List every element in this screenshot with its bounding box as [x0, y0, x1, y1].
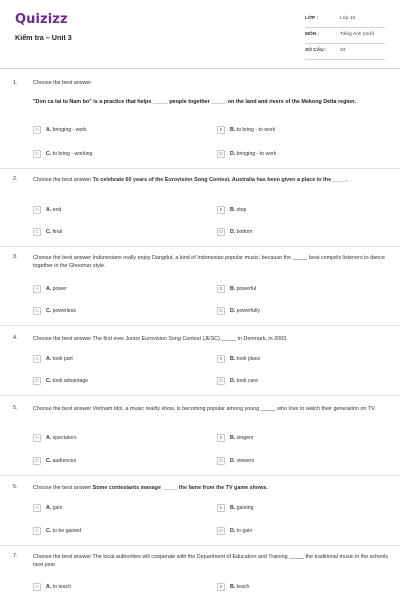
option-value: powerless	[52, 308, 76, 314]
option-label: B.	[230, 584, 236, 590]
header-divider	[0, 68, 400, 69]
meta-subject-key: MÔN :	[305, 32, 320, 37]
question-divider	[0, 475, 400, 476]
option-label: C.	[46, 528, 52, 534]
option-text	[46, 308, 76, 314]
question-number: 7.	[13, 553, 18, 559]
option-letter-box: B	[217, 355, 225, 363]
option-value: powerfully	[236, 308, 260, 314]
option-text	[46, 584, 71, 590]
option-letter-box: C	[33, 307, 41, 315]
question-divider	[0, 246, 400, 247]
option-letter-box: A	[33, 583, 41, 591]
option-value: end	[52, 207, 62, 213]
question-body: To celebrate 60 years of the Eurovision Song Contest, Australia has been given a place in the_____.	[92, 177, 348, 183]
meta-subject-value: Tiếng Anh (mới)	[340, 32, 375, 37]
option-label: A.	[46, 127, 52, 133]
option-text	[46, 505, 62, 511]
option-letter-box: D	[217, 307, 225, 315]
quizizz-logo: Quizizz	[15, 12, 68, 27]
option-label: A.	[46, 435, 52, 441]
option-label: A.	[46, 356, 52, 362]
option-value: singers	[236, 435, 254, 441]
option-label: A.	[46, 286, 52, 292]
option-text	[230, 505, 253, 511]
option-letter-box: A	[33, 355, 41, 363]
option-letter-box: B	[217, 583, 225, 591]
option-letter-box: A	[33, 504, 41, 512]
option-value: gaining	[236, 505, 254, 511]
option-value: stop	[236, 207, 247, 213]
option-value: spectators	[52, 435, 77, 441]
option-text	[230, 286, 256, 292]
option-value: took advantage	[52, 378, 89, 384]
option-label: C.	[46, 308, 52, 314]
question-text: Choose the best answer Vietnam Idol, a music reality show, is becoming popular among young _____ who love to watch their generation on TV.	[33, 406, 376, 412]
worksheet-title: Kiểm tra – Unit 3	[15, 33, 72, 42]
option-letter-box: A	[33, 126, 41, 134]
option-text	[230, 435, 253, 441]
meta-class-value: Lớp 10	[340, 16, 356, 21]
option-label: A.	[46, 207, 52, 213]
meta-count-value: 33	[340, 48, 346, 53]
option-label: D.	[230, 528, 236, 534]
option-text	[230, 584, 249, 590]
option-value: teach	[236, 584, 250, 590]
option-letter-box: D	[217, 150, 225, 158]
option-value: audiences	[52, 458, 77, 464]
worksheet-header	[0, 0, 400, 72]
option-label: B.	[230, 356, 236, 362]
option-value: power	[52, 286, 67, 292]
option-letter-box: B	[217, 126, 225, 134]
option-value: to teach	[52, 584, 72, 590]
option-letter-box: D	[217, 377, 225, 385]
question-text: Choose the best answer Indonesians really enjoy Dangdut, a kind of Indonesian popular music, because the _____ beat compels listeners to dance together in the Ghoomar style.	[33, 255, 385, 269]
option-letter-box: D	[217, 527, 225, 535]
option-letter-box: B	[217, 434, 225, 442]
option-text	[230, 151, 276, 157]
option-label: D.	[230, 378, 236, 384]
option-letter-box: C	[33, 527, 41, 535]
question-text: Choose the best answer The first ever Junior Eurovision Song Contest (JESC) _____ in Denmark, in 2003.	[33, 336, 288, 342]
option-letter-box: C	[33, 228, 41, 236]
option-value: took part	[52, 356, 73, 362]
option-label: A.	[46, 505, 52, 511]
question-number: 3.	[13, 254, 18, 260]
option-value: powerful	[236, 286, 257, 292]
meta-class-key: LỚP :	[305, 16, 319, 21]
option-text	[230, 528, 252, 534]
option-value: bottom	[236, 229, 253, 235]
option-value: bringing - work	[52, 127, 87, 133]
option-letter-box: B	[217, 504, 225, 512]
question-prompt: Choose the best answer	[33, 80, 92, 86]
option-label: C.	[46, 229, 52, 235]
option-value: final	[52, 229, 63, 235]
option-text	[46, 127, 87, 133]
question-prompt: Choose the best answer	[33, 177, 92, 183]
option-text	[230, 356, 260, 362]
meta-count-key: SỐ CÂU :	[305, 48, 327, 53]
option-value: took place	[236, 356, 261, 362]
option-value: to bring - working	[52, 151, 93, 157]
worksheet-meta	[305, 12, 385, 60]
option-label: B.	[230, 435, 236, 441]
option-value: to be gained	[52, 528, 82, 534]
meta-count-row	[305, 44, 385, 60]
option-value: gain	[52, 505, 63, 511]
option-label: D.	[230, 308, 236, 314]
option-letter-box: D	[217, 228, 225, 236]
option-letter-box: A	[33, 434, 41, 442]
option-text	[46, 528, 81, 534]
option-letter-box: C	[33, 457, 41, 465]
option-label: D.	[230, 151, 236, 157]
option-text	[46, 229, 62, 235]
option-label: C.	[46, 378, 52, 384]
option-letter-box: D	[217, 457, 225, 465]
option-text	[46, 435, 77, 441]
option-label: C.	[46, 151, 52, 157]
option-letter-box: C	[33, 377, 41, 385]
option-value: viewers	[236, 458, 255, 464]
option-text	[230, 127, 275, 133]
question-divider	[0, 325, 400, 326]
option-label: A.	[46, 584, 52, 590]
question-text: "Don ca tai tu Nam bo" is a practice that helps _____ people together _____ on the land and rivers of the Mekong Delta region.	[33, 99, 356, 105]
option-label: B.	[230, 207, 236, 213]
option-label: B.	[230, 286, 236, 292]
question-divider	[0, 395, 400, 396]
question-number: 4.	[13, 335, 18, 341]
option-text	[46, 207, 61, 213]
option-value: bringing - to work	[236, 151, 277, 157]
option-text	[46, 286, 67, 292]
question-text: Choose the best answer The local authorities will cooperate with the Department of Education and Training _____ the traditional music in the schools next year.	[33, 554, 388, 568]
option-label: C.	[46, 458, 52, 464]
option-letter-box: B	[217, 285, 225, 293]
question-number: 5.	[13, 405, 18, 411]
option-label: B.	[230, 127, 236, 133]
option-label: B.	[230, 505, 236, 511]
question-divider	[0, 168, 400, 169]
option-label: D.	[230, 229, 236, 235]
option-letter-box: B	[217, 206, 225, 214]
option-text	[46, 458, 76, 464]
option-value: took care	[236, 378, 258, 384]
meta-subject-row	[305, 28, 385, 44]
option-text	[230, 229, 253, 235]
option-value: to bring - to work	[236, 127, 276, 133]
question-text	[33, 484, 388, 492]
option-text	[230, 207, 246, 213]
meta-class-row	[305, 12, 385, 28]
option-text	[230, 308, 260, 314]
option-letter-box: C	[33, 150, 41, 158]
option-text	[46, 151, 92, 157]
option-text	[230, 378, 258, 384]
question-text	[33, 176, 388, 184]
option-value: to gain	[236, 528, 253, 534]
option-label: D.	[230, 458, 236, 464]
question-prompt: Choose the best answer	[33, 485, 92, 491]
question-number: 1.	[13, 80, 18, 86]
question-number: 2.	[13, 176, 18, 182]
question-body: Some contestants manage _____ the fame from the TV game shows.	[92, 485, 268, 491]
question-number: 6.	[13, 484, 18, 490]
option-text	[230, 458, 254, 464]
question-divider	[0, 545, 400, 546]
option-letter-box: A	[33, 206, 41, 214]
option-letter-box: A	[33, 285, 41, 293]
option-text	[46, 378, 88, 384]
option-text	[46, 356, 73, 362]
